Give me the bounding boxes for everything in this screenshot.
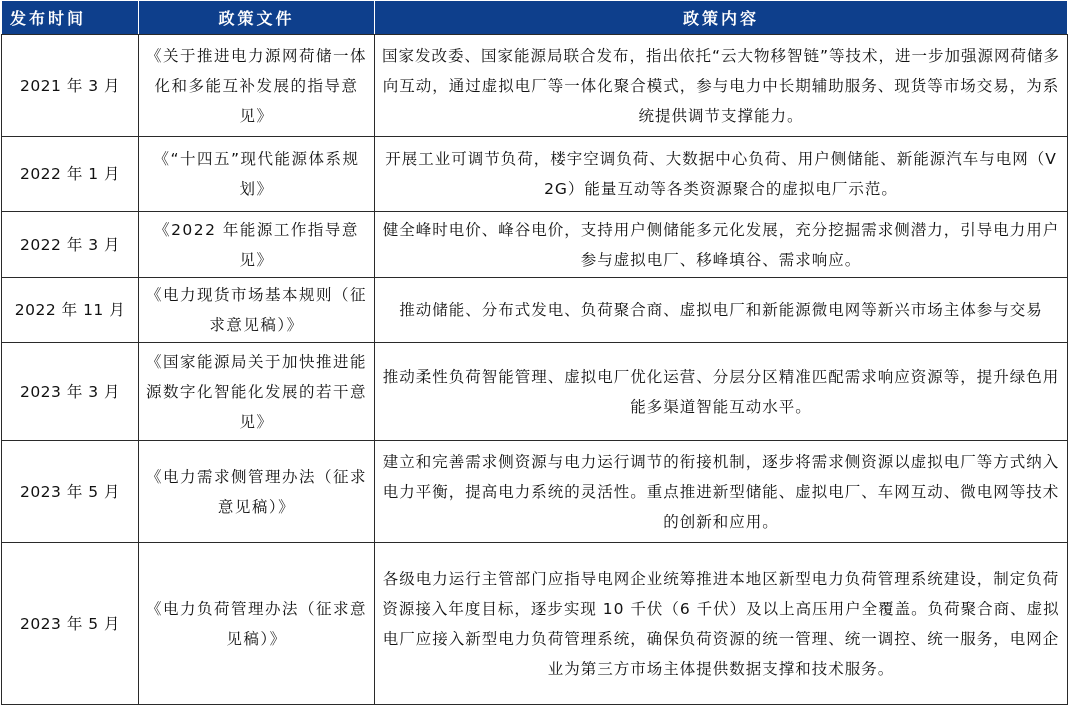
row-date: 2022 年 11 月 [2, 278, 139, 343]
table-row [2, 278, 1068, 343]
row-date: 2023 年 5 月 [2, 543, 139, 705]
table-row [2, 543, 1068, 705]
row-content: 国家发改委、国家能源局联合发布，指出依托“云大物移智链”等技术，进一步加强源网荷储多向互动，通过虚拟电厂等一体化聚合模式，参与电力中长期辅助服务、现货等市场交易，为系统提供调节支撑能力。 [375, 35, 1068, 137]
row-document: 《“十四五”现代能源体系规划》 [139, 137, 375, 212]
row-document: 《关于推进电力源网荷储一体化和多能互补发展的指导意见》 [139, 35, 375, 137]
row-document: 《国家能源局关于加快推进能源数字化智能化发展的若干意见》 [139, 343, 375, 441]
row-document: 《2022 年能源工作指导意见》 [139, 212, 375, 278]
policy-table [1, 0, 1068, 705]
header-document: 政策文件 [139, 1, 375, 35]
row-content: 推动柔性负荷智能管理、虚拟电厂优化运营、分层分区精准匹配需求响应资源等，提升绿色用能多渠道智能互动水平。 [375, 343, 1068, 441]
row-content: 开展工业可调节负荷，楼宇空调负荷、大数据中心负荷、用户侧储能、新能源汽车与电网（V2G）能量互动等各类资源聚合的虚拟电厂示范。 [375, 137, 1068, 212]
table-row [2, 137, 1068, 212]
row-content: 建立和完善需求侧资源与电力运行调节的衔接机制，逐步将需求侧资源以虚拟电厂等方式纳入电力平衡，提高电力系统的灵活性。重点推进新型储能、虚拟电厂、车网互动、微电网等技术的创新和应用。 [375, 441, 1068, 543]
row-date: 2023 年 3 月 [2, 343, 139, 441]
table-row [2, 441, 1068, 543]
row-content: 健全峰时电价、峰谷电价，支持用户侧储能多元化发展，充分挖掘需求侧潜力，引导电力用户参与虚拟电厂、移峰填谷、需求响应。 [375, 212, 1068, 278]
table-row [2, 343, 1068, 441]
row-document: 《电力负荷管理办法（征求意见稿）》 [139, 543, 375, 705]
table-header-row [2, 1, 1068, 35]
row-document: 《电力现货市场基本规则（征求意见稿）》 [139, 278, 375, 343]
row-date: 2022 年 1 月 [2, 137, 139, 212]
row-date: 2023 年 5 月 [2, 441, 139, 543]
header-date: 发布时间 [2, 1, 139, 35]
row-date: 2022 年 3 月 [2, 212, 139, 278]
table-row [2, 212, 1068, 278]
row-document: 《电力需求侧管理办法（征求意见稿）》 [139, 441, 375, 543]
header-content: 政策内容 [375, 1, 1068, 35]
row-content: 各级电力运行主管部门应指导电网企业统筹推进本地区新型电力负荷管理系统建设，制定负荷资源接入年度目标，逐步实现 10 千伏（6 千伏）及以上高压用户全覆盖。负荷聚合商、虚拟电厂应接入新型电力负荷管理系统，确保负荷资源的统一管理、统一调控、统一服务，电网企业为第三方市场主体提供数据支撑和技术服务。 [375, 543, 1068, 705]
row-date: 2021 年 3 月 [2, 35, 139, 137]
table-row [2, 35, 1068, 137]
row-content: 推动储能、分布式发电、负荷聚合商、虚拟电厂和新能源微电网等新兴市场主体参与交易 [375, 278, 1068, 343]
